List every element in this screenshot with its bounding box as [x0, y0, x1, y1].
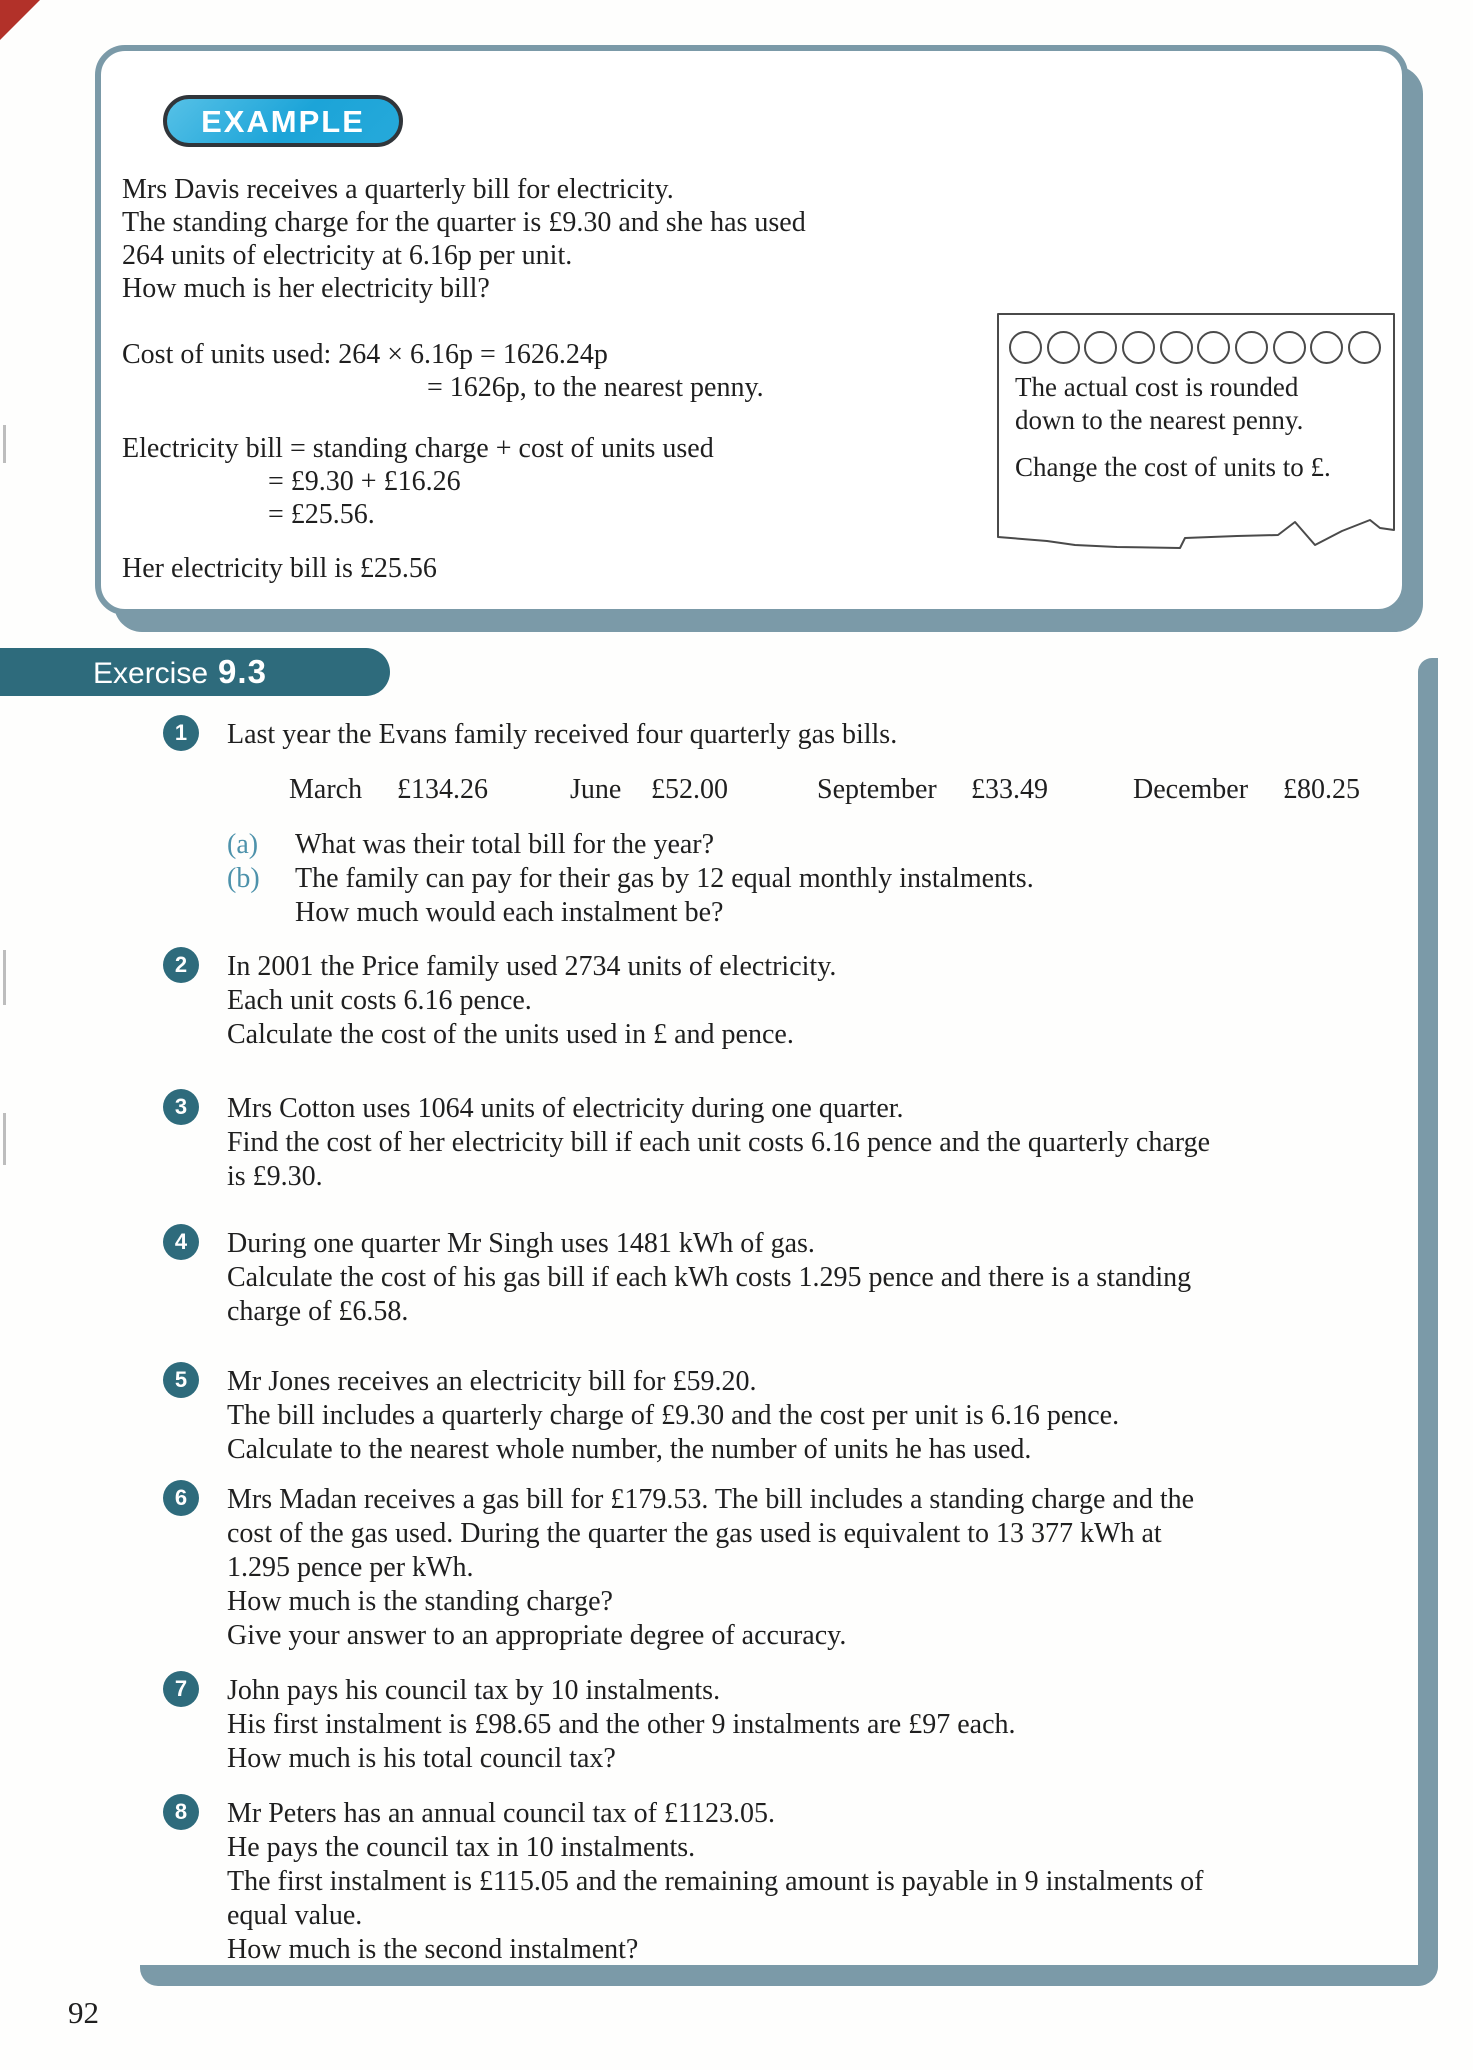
example-intro-line: The standing charge for the quarter is £9.30 and she has used [122, 207, 806, 238]
question-number-badge: 3 [163, 1089, 199, 1125]
question-line: His first instalment is £98.65 and the other 9 instalments are £97 each. [227, 1709, 1016, 1740]
question-6 [0, 1483, 1473, 1653]
bottom-border-bar [140, 1965, 1438, 1986]
question-text [227, 1227, 1407, 1329]
question-sub-item [227, 862, 1407, 896]
question-3 [0, 1092, 1473, 1194]
exercise-title: Exercise [93, 657, 209, 690]
question-text [227, 1483, 1407, 1653]
question-line: Mrs Cotton uses 1064 units of electricity during one quarter. [227, 1093, 904, 1124]
equation-line: = £25.56. [268, 499, 375, 530]
punch-hole [1235, 331, 1268, 364]
punch-hole [1197, 331, 1230, 364]
note-line: Change the cost of units to £. [1015, 452, 1331, 482]
question-line: Calculate the cost of the units used in £ and pence. [227, 1019, 794, 1050]
question-text [227, 718, 1407, 930]
question-number-badge: 2 [163, 947, 199, 983]
question-2 [0, 950, 1473, 1052]
corner-fold-mark [0, 0, 40, 40]
equation-line: Electricity bill = standing charge + cost of units used [122, 433, 714, 464]
note-line: down to the nearest penny. [1015, 405, 1304, 435]
equation-line: Cost of units used: 264 × 6.16p = 1626.24p [122, 339, 608, 370]
question-text [227, 1365, 1407, 1467]
question-line: Last year the Evans family received four quarterly gas bills. [227, 719, 898, 750]
question-7 [0, 1674, 1473, 1776]
question-5 [0, 1365, 1473, 1467]
exercise-header [0, 648, 390, 696]
sub-item-text: What was their total bill for the year? [295, 829, 715, 860]
question-8 [0, 1797, 1473, 1967]
question-line: is £9.30. [227, 1161, 323, 1192]
question-text [227, 1674, 1407, 1776]
quarterly-bills-row [227, 773, 1407, 807]
question-text [227, 1797, 1407, 1967]
question-line: Each unit costs 6.16 pence. [227, 985, 532, 1016]
sub-item-text: The family can pay for their gas by 12 equal monthly instalments. [295, 863, 1034, 894]
note-line: The actual cost is rounded [1015, 372, 1299, 402]
question-line: cost of the gas used. During the quarter the gas used is equivalent to 13 377 kWh at [227, 1518, 1162, 1549]
bill-month: September [817, 774, 937, 805]
question-line: How much is the standing charge? [227, 1586, 613, 1617]
question-number-badge: 6 [163, 1480, 199, 1516]
question-number-badge: 5 [163, 1362, 199, 1398]
question-line: Mrs Madan receives a gas bill for £179.53. The bill includes a standing charge and the [227, 1484, 1195, 1515]
question-line: equal value. [227, 1900, 363, 1931]
question-line: Find the cost of her electricity bill if each unit costs 6.16 pence and the quarterly charge [227, 1127, 1211, 1158]
example-badge: EXAMPLE [163, 95, 403, 147]
equation-line: = £9.30 + £16.26 [268, 466, 461, 497]
question-4 [0, 1227, 1473, 1329]
sub-item-label: (a) [227, 829, 259, 860]
question-number-badge: 8 [163, 1794, 199, 1830]
question-line: 1.295 pence per kWh. [227, 1552, 474, 1583]
punch-hole [1047, 331, 1080, 364]
bill-amount: £134.26 [397, 774, 488, 805]
punch-hole [1009, 331, 1042, 364]
question-line: How much would each instalment be? [295, 897, 724, 928]
question-line: The bill includes a quarterly charge of £9.30 and the cost per unit is 6.16 pence. [227, 1400, 1120, 1431]
question-line: Calculate the cost of his gas bill if each kWh costs 1.295 pence and there is a standing [227, 1262, 1192, 1293]
question-number-badge: 1 [163, 715, 199, 751]
question-sub-item [227, 828, 1407, 862]
question-line: Give your answer to an appropriate degree of accuracy. [227, 1620, 847, 1651]
bill-amount: £52.00 [651, 774, 728, 805]
question-line: How much is the second instalment? [227, 1934, 639, 1965]
margin-mark [3, 425, 6, 463]
bill-month: June [570, 774, 622, 805]
question-line: John pays his council tax by 10 instalments. [227, 1675, 721, 1706]
question-number-badge: 7 [163, 1671, 199, 1707]
punch-hole [1348, 331, 1381, 364]
question-number-badge: 4 [163, 1224, 199, 1260]
question-line: The first instalment is £115.05 and the remaining amount is payable in 9 instalments of [227, 1866, 1204, 1897]
example-intro-line: Mrs Davis receives a quarterly bill for electricity. [122, 174, 674, 205]
punch-hole [1160, 331, 1193, 364]
question-line: charge of £6.58. [227, 1296, 409, 1327]
punch-hole [1084, 331, 1117, 364]
question-line: He pays the council tax in 10 instalments. [227, 1832, 696, 1863]
page-number: 92 [68, 1995, 99, 2030]
note-box [997, 313, 1395, 563]
punch-hole [1273, 331, 1306, 364]
punch-hole [1122, 331, 1155, 364]
bill-amount: £33.49 [971, 774, 1048, 805]
question-text [227, 1092, 1407, 1194]
bill-month: March [289, 774, 363, 805]
example-conclusion: Her electricity bill is £25.56 [122, 553, 437, 584]
exercise-number: 9.3 [218, 653, 267, 690]
question-line: Mr Jones receives an electricity bill for £59.20. [227, 1366, 757, 1397]
question-text [227, 950, 1407, 1052]
equation-line: = 1626p, to the nearest penny. [427, 372, 764, 403]
punch-hole-row [1009, 331, 1381, 364]
punch-hole [1310, 331, 1343, 364]
example-intro-line: 264 units of electricity at 6.16p per unit. [122, 240, 573, 271]
sub-item-label: (b) [227, 863, 260, 894]
question-line: During one quarter Mr Singh uses 1481 kWh of gas. [227, 1228, 815, 1259]
question-line: In 2001 the Price family used 2734 units of electricity. [227, 951, 837, 982]
question-line: Calculate to the nearest whole number, the number of units he has used. [227, 1434, 1032, 1465]
question-line: Mr Peters has an annual council tax of £1123.05. [227, 1798, 775, 1829]
question-1 [0, 718, 1473, 930]
example-intro-line: How much is her electricity bill? [122, 273, 490, 304]
bill-month: December [1133, 774, 1249, 805]
bill-amount: £80.25 [1283, 774, 1360, 805]
question-line: How much is his total council tax? [227, 1743, 616, 1774]
